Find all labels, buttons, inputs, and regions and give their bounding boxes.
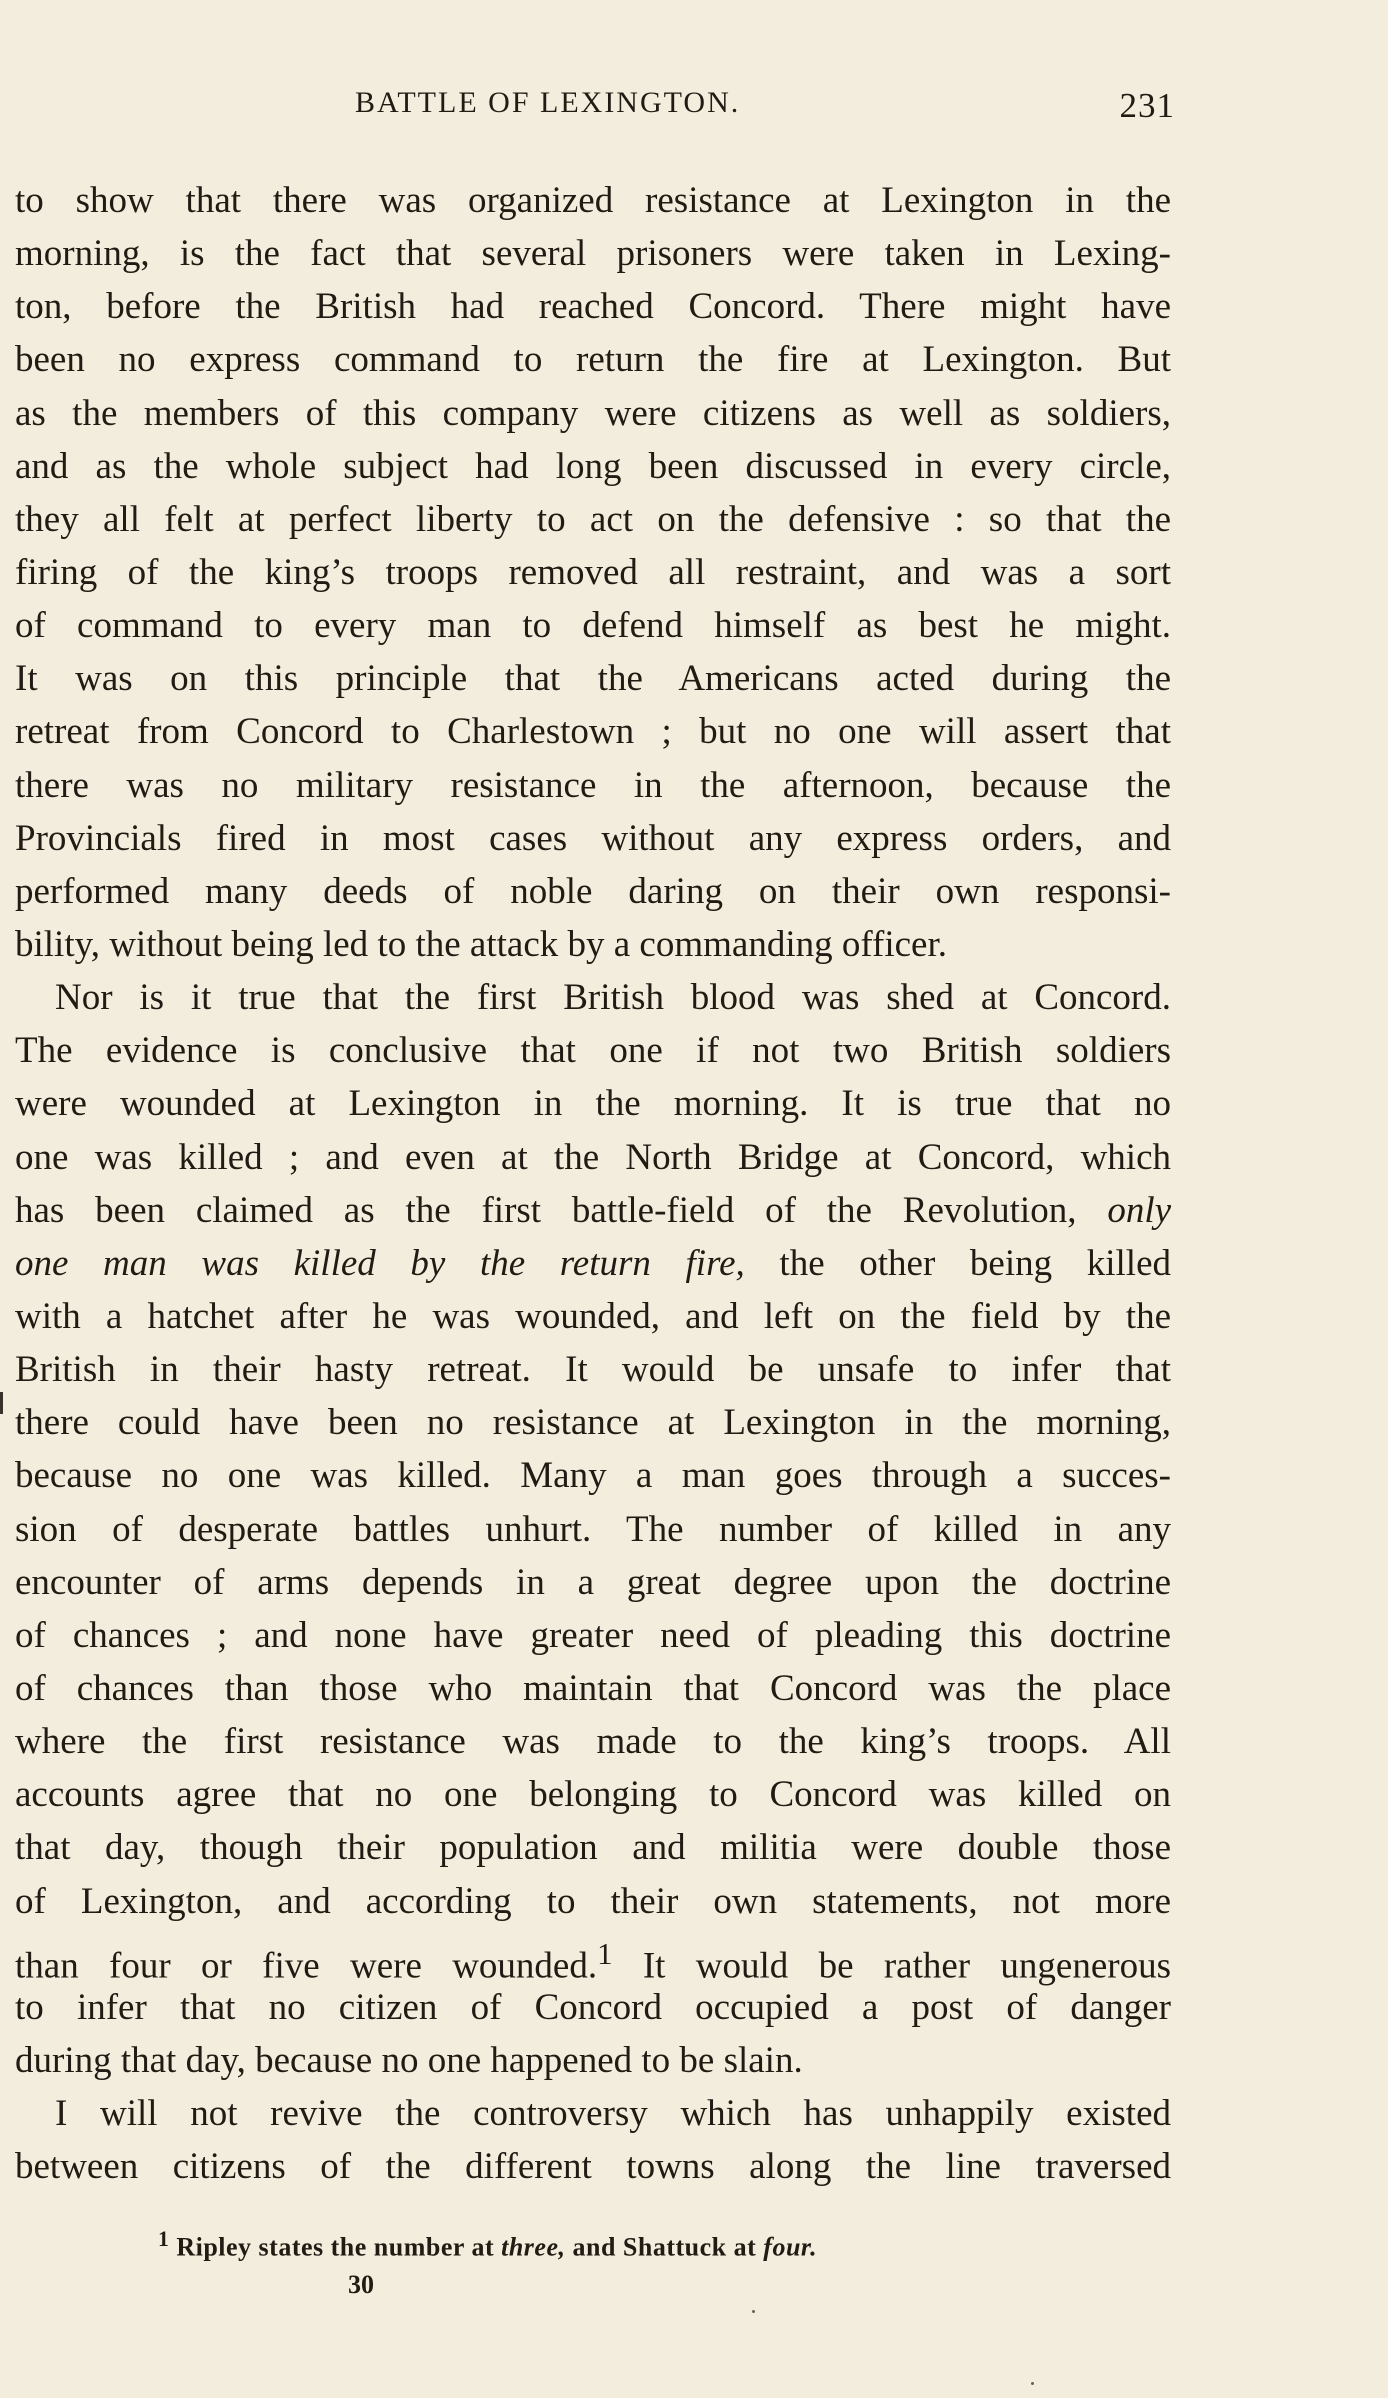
text-line: The evidence is conclusive that one if not two British soldiers	[15, 1030, 1171, 1072]
footnote-text-middle: and Shattuck at	[572, 2232, 757, 2262]
footnote-marker: 1	[158, 2227, 170, 2251]
text-line: where the first resistance was made to the king’s troops. All	[15, 1721, 1171, 1763]
italic-emphasis: only	[1107, 1189, 1172, 1231]
printer-signature: 30	[348, 2270, 374, 2299]
text-line: morning, is the fact that several prisoners were taken in Lexing-	[15, 233, 1171, 275]
footnote	[158, 2227, 1068, 2263]
text-line: and as the whole subject had long been discussed in every circle,	[15, 445, 1171, 487]
line-text-start: has been claimed as the first battle-field of the Revolution,	[15, 1189, 1077, 1231]
text-line: Provincials fired in most cases without any express orders, and	[15, 817, 1171, 859]
text-line	[15, 1184, 1171, 1237]
text-line: that day, though their population and militia were double those	[15, 1827, 1171, 1869]
text-line: between citizens of the different towns along the line traversed	[15, 2146, 1171, 2188]
text-line: were wounded at Lexington in the morning. It is true that no	[15, 1083, 1171, 1125]
page-header	[355, 86, 1175, 136]
text-line: of chances ; and none have greater need of pleading this doctrine	[15, 1614, 1171, 1656]
left-margin-mark	[0, 1392, 3, 1414]
text-line: they all felt at perfect liberty to act on the defensive : so that the	[15, 498, 1171, 540]
line-text-end: It would be rather ungenerous	[642, 1944, 1171, 1986]
text-line: sion of desperate battles unhurt. The number of killed in any	[15, 1508, 1171, 1550]
paper-speck	[752, 2310, 755, 2313]
text-line: to infer that no citizen of Concord occupied a post of danger	[15, 1986, 1171, 2028]
paragraph-start-line: I will not revive the controversy which has unhappily existed	[55, 2093, 1171, 2135]
text-line: of chances than those who maintain that Concord was the place	[15, 1667, 1171, 1709]
footnote-italic-three: three,	[501, 2232, 566, 2262]
text-line: bility, without being led to the attack by a commanding officer.	[15, 923, 947, 965]
text-line: It was on this principle that the Americans acted during the	[15, 658, 1171, 700]
running-head: BATTLE OF LEXINGTON.	[355, 86, 741, 119]
text-line: there was no military resistance in the afternoon, because the	[15, 764, 1171, 806]
text-line: with a hatchet after he was wounded, and left on the field by the	[15, 1295, 1171, 1337]
text-line: performed many deeds of noble daring on their own responsi-	[15, 870, 1171, 912]
italic-emphasis: one man was killed by the return fire,	[15, 1242, 745, 1284]
text-line: British in their hasty retreat. It would be unsafe to infer that	[15, 1349, 1171, 1391]
paper-speck	[1031, 2382, 1034, 2385]
text-line: accounts agree that no one belonging to Concord was killed on	[15, 1774, 1171, 1816]
footnote-text-start: Ripley states the number at	[176, 2232, 495, 2262]
text-line: ton, before the British had reached Concord. There might have	[15, 286, 1171, 328]
text-line: encounter of arms depends in a great degree upon the doctrine	[15, 1561, 1171, 1603]
text-line: of command to every man to defend himself as best he might.	[15, 605, 1171, 647]
page-number: 231	[1119, 86, 1175, 125]
text-line: of Lexington, and according to their own statements, not more	[15, 1880, 1171, 1922]
footnote-italic-four: four.	[763, 2232, 818, 2262]
text-line: because no one was killed. Many a man goes through a succes-	[15, 1455, 1171, 1497]
text-line: there could have been no resistance at Lexington in the morning,	[15, 1402, 1171, 1444]
text-line: one was killed ; and even at the North Bridge at Concord, which	[15, 1136, 1171, 1178]
text-line: during that day, because no one happened to be slain.	[15, 2039, 803, 2081]
footnote-reference: 1	[597, 1936, 613, 1971]
paragraph-start-line: Nor is it true that the first British blood was shed at Concord.	[55, 977, 1171, 1019]
text-line	[15, 1237, 1171, 1290]
body-text	[15, 174, 1171, 2193]
text-line: firing of the king’s troops removed all restraint, and was a sort	[15, 551, 1171, 593]
text-line: been no express command to return the fire at Lexington. But	[15, 339, 1171, 381]
line-text-start: than four or five were wounded.	[15, 1944, 598, 1986]
text-line	[15, 1928, 1171, 1986]
text-line: to show that there was organized resistance at Lexington in the	[15, 180, 1171, 221]
text-line: retreat from Concord to Charlestown ; but no one will assert that	[15, 711, 1171, 753]
text-line: as the members of this company were citizens as well as soldiers,	[15, 392, 1171, 434]
line-text-end: the other being killed	[779, 1242, 1171, 1284]
